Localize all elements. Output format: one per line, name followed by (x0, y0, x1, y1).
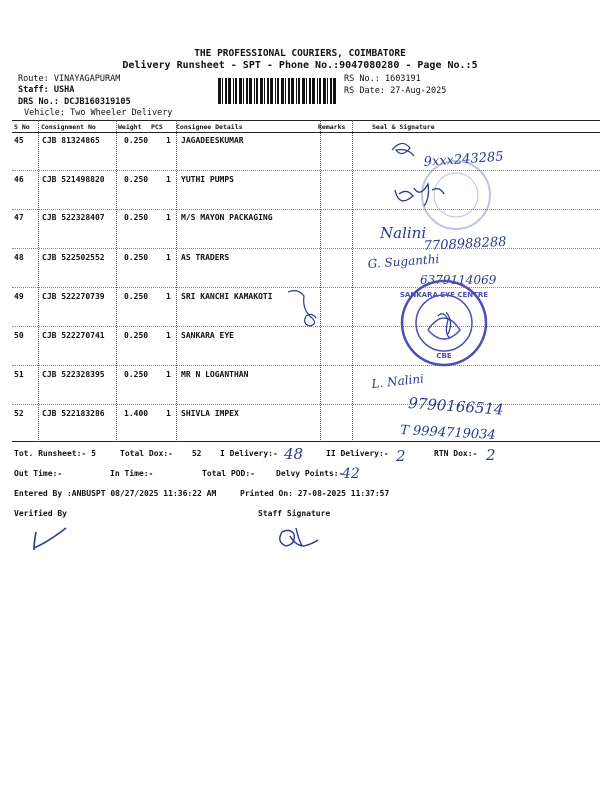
handwritten-phone-row48: 6379114069 (420, 273, 497, 287)
remark-scribble (288, 291, 316, 326)
row-weight: 0.250 (124, 175, 149, 184)
faded-stamp-icon (422, 161, 490, 229)
rs-date-value: 27-Aug-2025 (390, 86, 447, 96)
row-consignment: CJB 522270739 (42, 292, 105, 301)
stamp-text-bottom: CBE (436, 352, 452, 360)
row-consignment: CJB 522328407 (42, 213, 105, 222)
verified-by-label: Verified By (14, 509, 67, 518)
row-consignee: M/S MAYON PACKAGING (181, 213, 273, 222)
row-weight: 0.250 (124, 331, 149, 340)
entered-by: Entered By :ANBUSPT 08/27/2025 11:36:22 AM (14, 489, 217, 498)
handwritten-phone-row45: 9xxx243285 (423, 149, 504, 170)
handwritten-name-row47: Nalini (380, 224, 427, 242)
row-sno: 50 (14, 331, 24, 340)
row-sno: 49 (14, 292, 24, 301)
page-subtitle: Delivery Runsheet - SPT - Phone No.:9047080280 - Page No.:5 (122, 60, 478, 71)
row-sno: 45 (14, 136, 24, 145)
row-pcs: 1 (166, 292, 171, 301)
row-sno: 47 (14, 213, 24, 222)
row-pcs: 1 (166, 370, 171, 379)
row-pcs: 1 (166, 175, 171, 184)
rtn-dox-label: RTN Dox:- (434, 449, 478, 458)
printed-on: Printed On: 27-08-2025 11:37:57 (240, 489, 390, 498)
out-time-label: Out Time:- (14, 469, 63, 478)
drs-label: DRS No.: (18, 97, 59, 107)
row-consignment: CJB 81324865 (42, 136, 100, 145)
handwritten-name-row48: G. Suganthi (367, 252, 440, 271)
signature-stroke (392, 143, 414, 156)
row-consignee: MR N LOGANTHAN (181, 370, 249, 379)
row-sno: 52 (14, 409, 24, 418)
row-weight: 1.400 (124, 409, 149, 418)
handwritten-name-row51: L. Nalini (370, 371, 425, 391)
staff-signature-label: Staff Signature (258, 509, 331, 518)
header-consignment: Consignment No (41, 123, 96, 131)
row-weight: 0.250 (124, 213, 149, 222)
header-pcs: PCS (151, 123, 163, 131)
row-pcs: 1 (166, 136, 171, 145)
row-consignment: CJB 522502552 (42, 253, 105, 262)
signature-stroke (395, 184, 444, 206)
total-dox (120, 449, 201, 458)
i-delivery-label: I Delivery:- (220, 449, 278, 458)
rs-no-value: 1603191 (384, 74, 421, 84)
ii-delivery-label: II Delivery:- (326, 449, 389, 458)
row-weight: 0.250 (124, 292, 149, 301)
header-consignee: Consignee Details (176, 123, 243, 131)
row-consignment: CJB 521498820 (42, 175, 105, 184)
row-consignee: JAGADEESKUMAR (181, 136, 244, 145)
delvy-points-label: Delvy Points:- (276, 469, 344, 478)
drs-value: DCJB160319105 (64, 97, 131, 107)
row-pcs: 1 (166, 253, 171, 262)
verified-signature-stroke (34, 528, 66, 550)
row-consignment: CJB 522270741 (42, 331, 105, 340)
in-time-label: In Time:- (110, 469, 154, 478)
handwritten-phone-row47: 7708988288 (423, 234, 507, 254)
header-remarks: Remarks (318, 123, 346, 131)
row-sno: 51 (14, 370, 24, 379)
stamp-text-top: SANKARA EYE CENTRE (399, 291, 489, 299)
staff-label: Staff: (18, 85, 49, 95)
row-consignee: YUTHI PUMPS (181, 175, 234, 184)
tot-runsheet-value: 5 (91, 449, 96, 458)
vehicle-value: Two Wheeler Delivery (70, 108, 173, 118)
row-consignee: SANKARA EYE (181, 331, 234, 340)
handwritten-rtn-dox: 2 (486, 446, 496, 464)
rs-date-label: RS Date: (344, 86, 385, 96)
staff-signature-stroke (280, 528, 318, 546)
row-consignment: CJB 522183286 (42, 409, 105, 418)
route-label: Route: (18, 74, 49, 84)
row-sno: 48 (14, 253, 24, 262)
staff-value: USHA (53, 85, 75, 95)
rs-no-label: RS No.: (344, 74, 380, 84)
handwritten-i-delivery: 48 (284, 445, 304, 463)
handwritten-phone-row52: T 9994719034 (399, 423, 496, 443)
row-weight: 0.250 (124, 253, 149, 262)
row-sno: 46 (14, 175, 24, 184)
header-seal-signature: Seal & Signature (372, 123, 435, 131)
row-consignee: SHIVLA IMPEX (181, 409, 239, 418)
page-title: THE PROFESSIONAL COURIERS, COIMBATORE (194, 48, 406, 59)
handwritten-phone-row51: 9790166514 (407, 394, 505, 419)
row-consignee: SRI KANCHI KAMAKOTI (181, 292, 273, 301)
handwritten-delvy-points: 42 (342, 466, 360, 482)
total-pod-label: Total POD:- (202, 469, 255, 478)
row-pcs: 1 (166, 331, 171, 340)
header-weight: Weight (118, 123, 142, 131)
row-pcs: 1 (166, 213, 171, 222)
total-dox-label: Total Dox:- (120, 449, 173, 458)
tot-runsheet (14, 449, 96, 458)
tot-runsheet-label: Tot. Runsheet:- (14, 449, 87, 458)
row-weight: 0.250 (124, 370, 149, 379)
row-consignment: CJB 522328395 (42, 370, 105, 379)
header-sno: S No (14, 123, 30, 131)
route-value: VINAYAGAPURAM (53, 74, 121, 84)
row-consignee: AS TRADERS (181, 253, 230, 262)
total-dox-value: 52 (191, 449, 202, 458)
row-pcs: 1 (166, 409, 171, 418)
vehicle-label: Vehicle: (24, 108, 65, 118)
row-weight: 0.250 (124, 136, 149, 145)
handwritten-ii-delivery: 2 (396, 447, 406, 465)
